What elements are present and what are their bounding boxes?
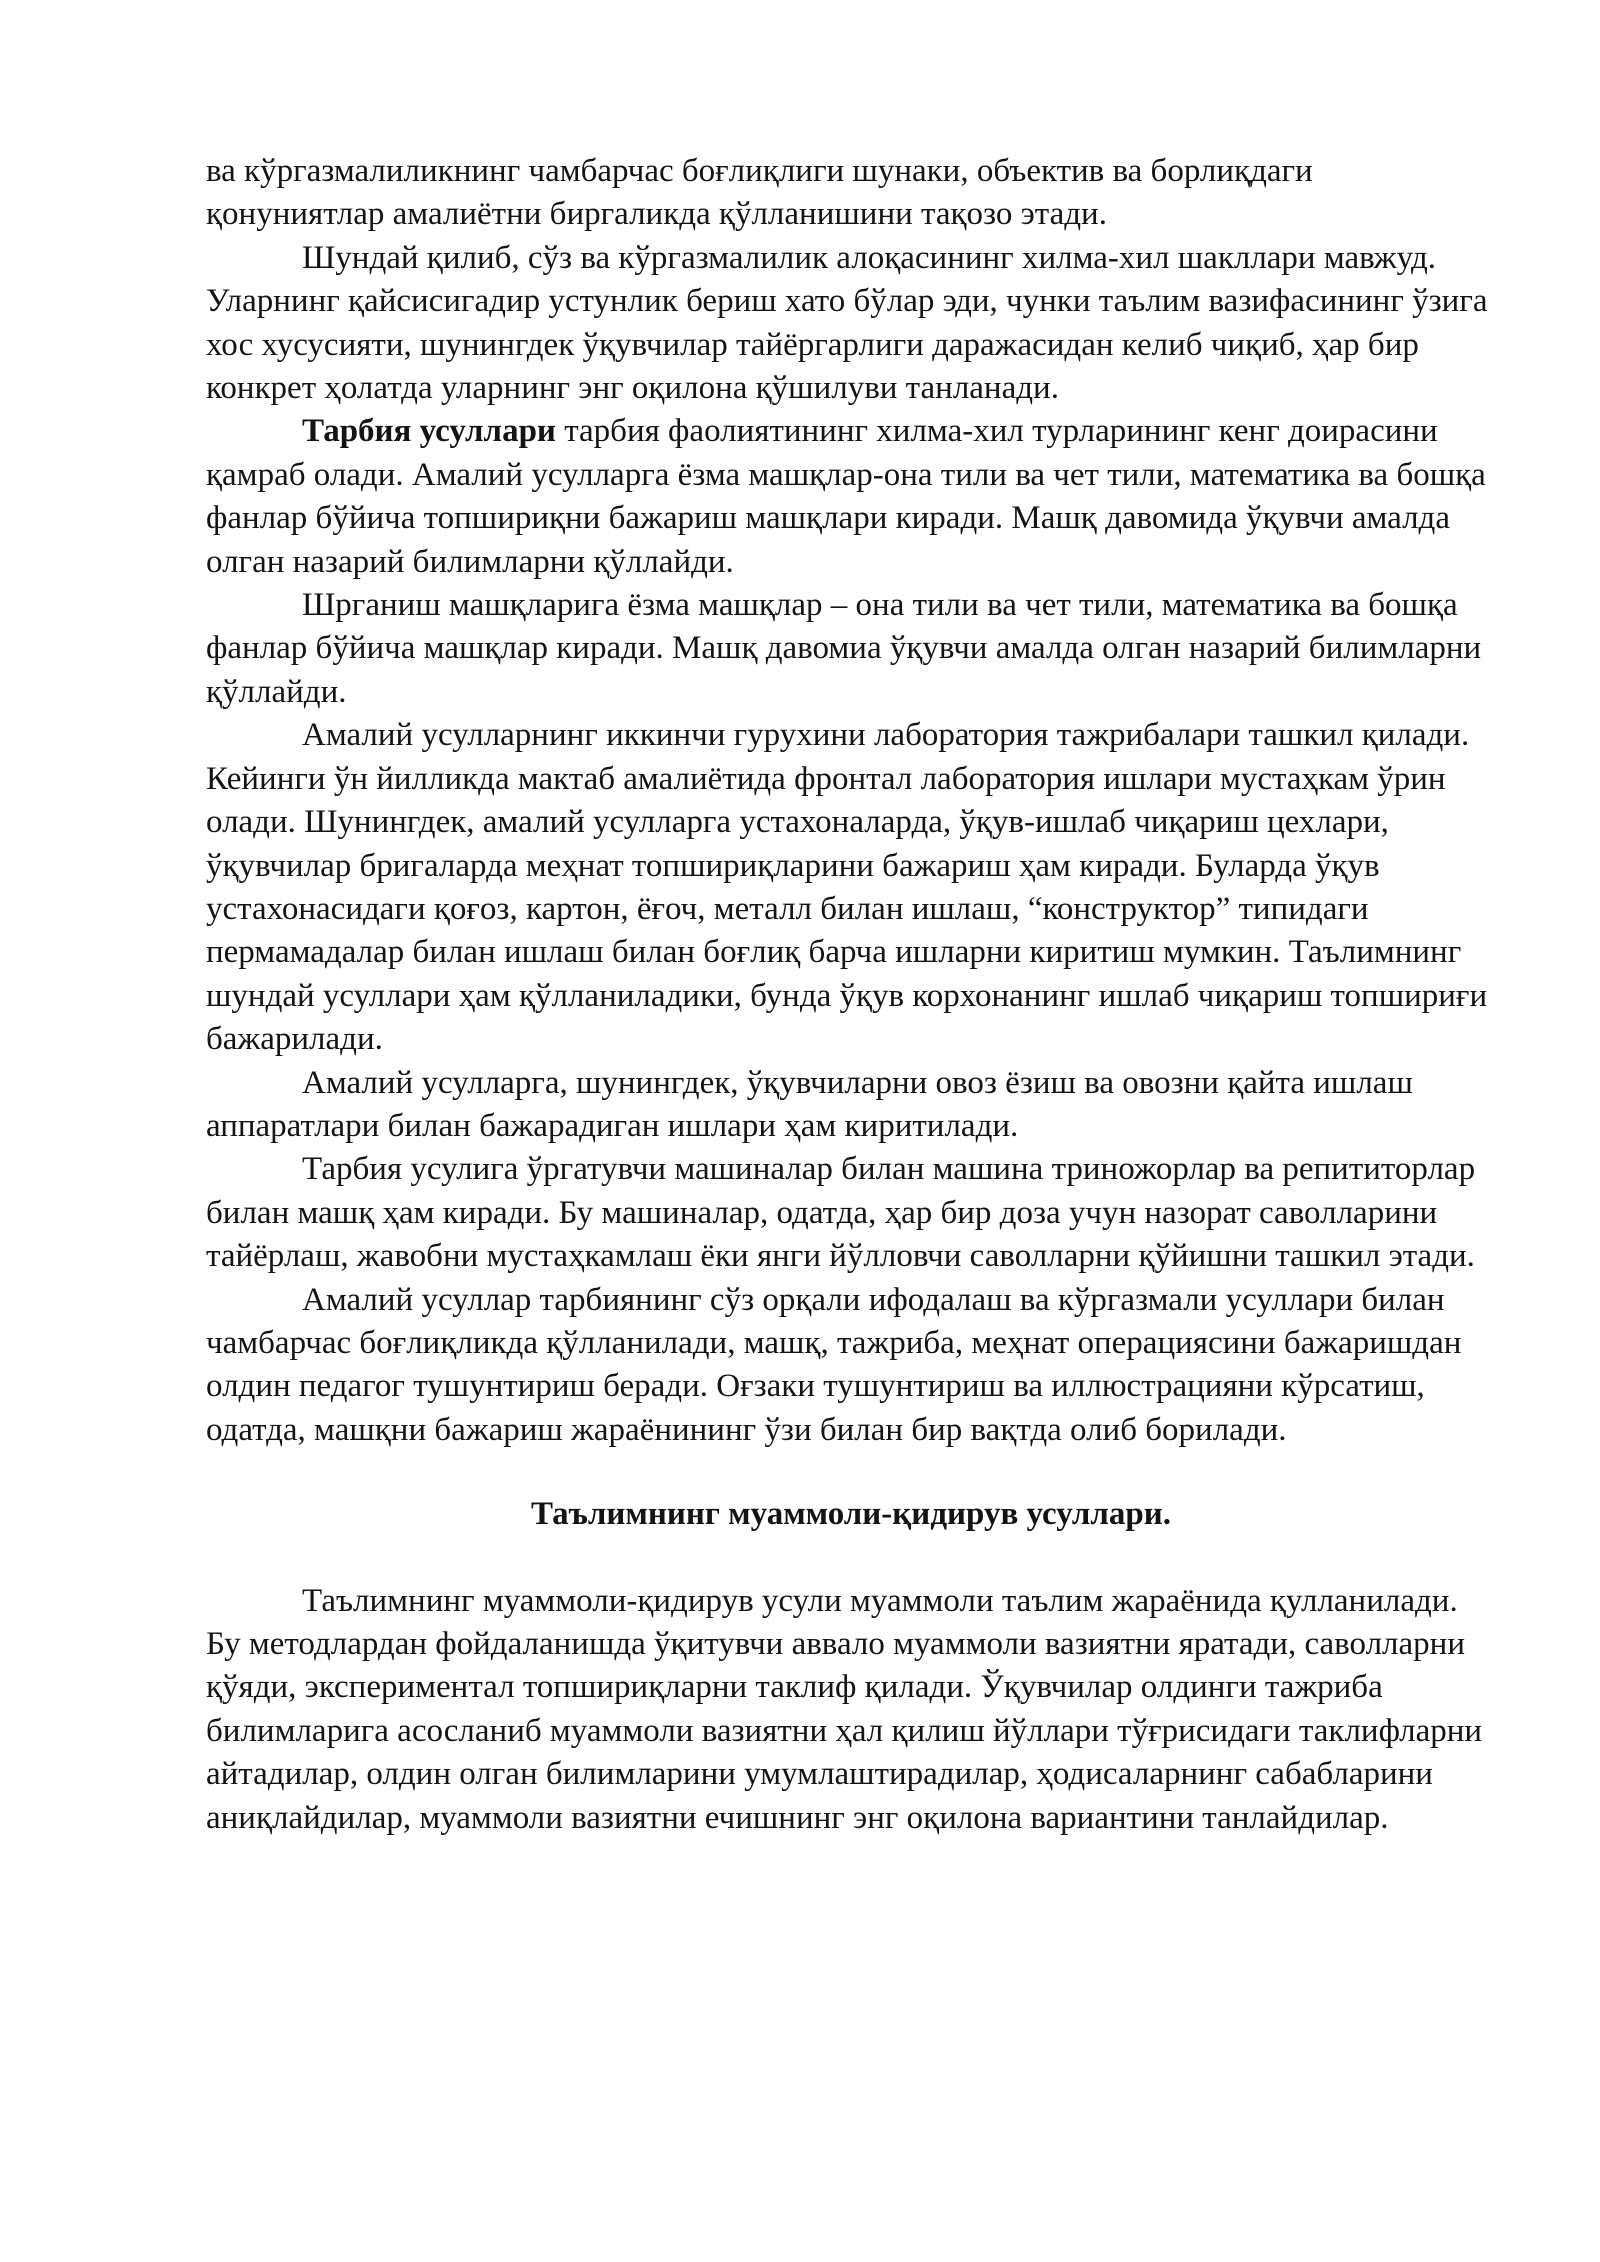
- paragraph-continuation: ва кўргазмалиликнинг чамбарчас боғлиқлиги шунаки, объектив ва борлиқдаги қонуниятлар амалиётни биргаликда қўлланишини тақозо этади.: [206, 153, 1313, 233]
- paragraph-upbringing-methods: [206, 410, 1496, 584]
- bold-term-upbringing-methods: Тарбия усуллари: [302, 413, 556, 450]
- paragraph-word-visual-forms: Шундай қилиб, сўз ва кўргазмалилик алоқасининг хилма-хил шакллари мавжуд. Уларнинг қайсисигадир устунлик бериш хато бўлар эди, чунки таълим вазифасининг ўзига хос хусусияти, шунингдек ўқувчилар тайёргарлиги даражасидан келиб чиқиб, ҳар бир конкрет ҳолатда уларнинг энг оқилона қўшилуви танланади.: [206, 239, 1488, 407]
- paragraph-training-machines: Тарбия усулига ўргатувчи машиналар билан машина триножорлар ва репититорлар билан машқ ҳам киради. Бу машиналар, одатда, ҳар бир доза учун назорат саволларини тайёрлаш, жавобни мустаҳкамлаш ёки янги йўлловчи саволларни қўйишни ташкил этади.: [206, 1151, 1476, 1275]
- section-heading-problem-search: Таълимнинг муаммоли-қидирув усуллари.: [530, 1496, 1172, 1533]
- paragraph-audio-equipment: Амалий усулларга, шунингдек, ўқувчиларни овоз ёзиш ва овозни қайта ишлаш аппаратлари билан бажарадиган ишлари ҳам киритилади.: [206, 1064, 1413, 1144]
- document-body: [206, 150, 1496, 1840]
- paragraph-laboratory-experiments: Амалий усулларнинг иккинчи гурухини лаборатория тажрибалари ташкил қилади. Кейинги ўн йилликда мактаб амалиётида фронтал лаборатория ишлари мустаҳкам ўрин олади. Шунингдек, амалий усулларга устахоналарда, ўқув-ишлаб чиқариш цехлари, ўқувчилар бригаларда меҳнат топшириқларини бажариш ҳам киради. Буларда ўқув устахонасидаги қоғоз, картон, ёғоч, металл билан ишлаш, “конструктор” типидаги пермамадалар билан ишлаш билан боғлиқ барча ишларни киритиш мумкин. Таълимнинг шундай усуллари ҳам қўлланиладики, бунда ўқув корхонанинг ишлаб чиқариш топшириғи бажарилади.: [206, 717, 1488, 1058]
- paragraph-practical-methods-link: Амалий усуллар тарбиянинг сўз орқали ифодалаш ва кўргазмали усуллари билан чамбарчас боғлиқликда қўлланилади, машқ, тажриба, меҳнат операциясини бажаришдан олдин педагог тушунтириш беради. Оғзаки тушунтириш ва иллюстрацияни кўрсатиш, одатда, машқни бажариш жараёнининг ўзи билан бир вақтда олиб борилади.: [206, 1281, 1462, 1448]
- paragraph-upbringing-methods-text: тарбия фаолиятининг хилма-хил турларининг кенг доирасини қамраб олади. Амалий усулларга ёзма машқлар-она тили ва чет тили, математика ва бошқа фанлар бўйича топшириқни бажариш машқлари киради. Машқ давомида ўқувчи амалда олган назарий билимларни қўллайди.: [206, 413, 1486, 580]
- paragraph-problem-search-method: Таълимнинг муаммоли-қидирув усули муаммоли таълим жараёнида қулланилади. Бу методлардан фойдаланишда ўқитувчи аввало муаммоли вазиятни яратади, саволларни қўяди, экспериментал топшириқларни таклиф қилади. Ўқувчилар олдинги тажриба билимларига асосланиб муаммоли вазиятни ҳал қилиш йўллари тўғрисидаги таклифларни айтадилар, олдин олган билимларини умумлаштирадилар, ҳодисаларнинг сабабларини аниқлайдилар, муаммоли вазиятни ечишнинг энг оқилона вариантини танлайдилар.: [206, 1582, 1483, 1836]
- paragraph-learning-exercises: Шрганиш машқларига ёзма машқлар – она тили ва чет тили, математика ва бошқа фанлар бўйича машқлар киради. Машқ давомиа ўқувчи амалда олган назарий билимларни қўллайди.: [206, 587, 1482, 710]
